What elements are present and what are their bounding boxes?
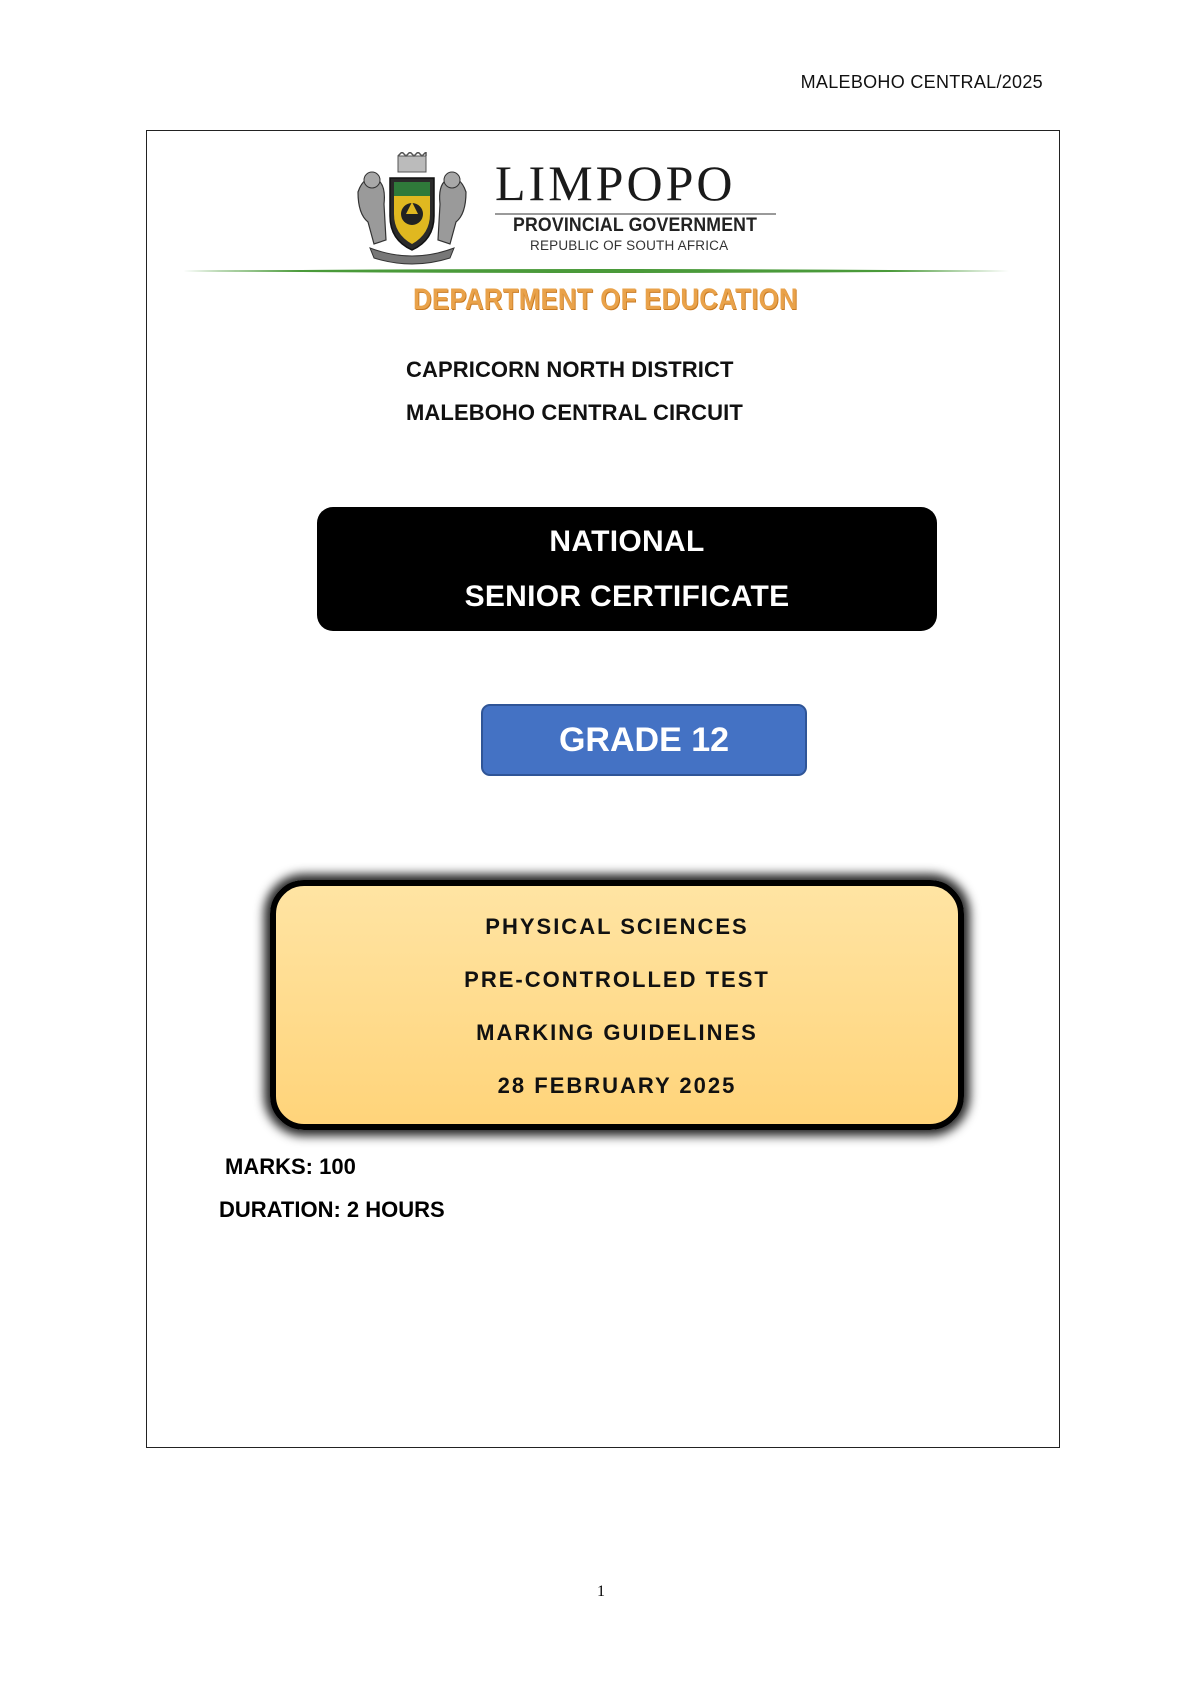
cover-frame [146, 130, 1060, 1448]
certificate-banner [317, 507, 937, 631]
logo-title: LIMPOPO [495, 155, 736, 211]
document-type: MARKING GUIDELINES [476, 1020, 758, 1045]
logo-subtitle: PROVINCIAL GOVERNMENT [513, 215, 758, 236]
subject-panel [270, 880, 964, 1130]
certificate-line-2: SENIOR CERTIFICATE [464, 580, 790, 613]
department-heading: DEPARTMENT OF EDUCATION [413, 283, 798, 316]
subject-name: PHYSICAL SCIENCES [485, 914, 749, 939]
certificate-line-1: NATIONAL [549, 525, 705, 558]
grade-badge: GRADE 12 [481, 704, 807, 776]
limpopo-logo [350, 152, 776, 266]
page-number: 1 [597, 1583, 605, 1600]
circuit-name: MALEBOHO CENTRAL CIRCUIT [406, 400, 743, 425]
logo-tagline: REPUBLIC OF SOUTH AFRICA [530, 238, 729, 253]
district-name: CAPRICORN NORTH DISTRICT [406, 357, 734, 382]
test-name: PRE-CONTROLLED TEST [464, 967, 770, 992]
green-divider [183, 268, 1009, 274]
header-reference: MALEBOHO CENTRAL/2025 [800, 72, 1043, 92]
duration: DURATION: 2 HOURS [219, 1197, 445, 1222]
marks-total: MARKS: 100 [225, 1154, 356, 1179]
coat-of-arms-icon [350, 152, 474, 266]
test-date: 28 FEBRUARY 2025 [497, 1073, 737, 1098]
